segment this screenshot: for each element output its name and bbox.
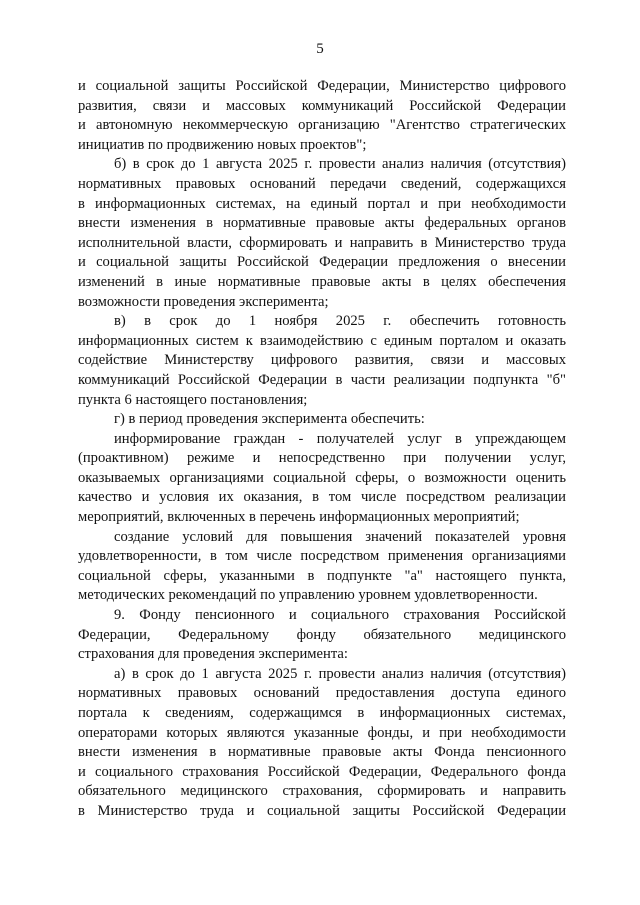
text-line: оказываемых организациями социальной сферы, о возможности оценить [78, 469, 566, 486]
text-line: операторами которых являются указанные фонды, и при необходимости [78, 724, 566, 741]
text-line: портала к сведениям, содержащимся в информационных системах, [78, 705, 566, 721]
text-line: социальной сферы, указанными в подпункте "а" настоящего пункта, [78, 567, 566, 584]
text-line: качество и условия их оказания, в том числе посредством реализации [78, 489, 566, 506]
text-line: б) в срок до 1 августа 2025 г. провести анализ наличия (отсутствия) [114, 156, 566, 173]
subitem-b-paragraph [78, 155, 566, 312]
item-9-subitem-a-paragraph [78, 665, 566, 822]
text-line: внести изменения в нормативные правовые акты федеральных органов [78, 215, 566, 232]
continuation-paragraph [78, 77, 566, 155]
item-9-paragraph [78, 606, 566, 665]
text-line: в) в срок до 1 ноября 2025 г. обеспечить готовность [114, 313, 566, 330]
text-line: методических рекомендаций по управлению уровнем удовлетворенности. [78, 587, 538, 604]
text-line: развития, связи и массовых коммуникаций Российской Федерации [78, 97, 566, 114]
text-line: исполнительной власти, сформировать и направить в Министерство труда [78, 234, 566, 251]
text-line: информирование граждан - получателей услуг в упреждающем [114, 430, 566, 447]
text-line: нормативных правовых оснований передачи сведений, содержащихся [78, 175, 566, 192]
text-line: а) в срок до 1 августа 2025 г. провести анализ наличия (отсутствия) [114, 665, 566, 682]
text-line: возможности проведения эксперимента; [78, 293, 329, 310]
text-line: обязательного медицинского страхования, сформировать и направить [78, 783, 566, 800]
text-line: и социальной защиты Российской Федерации предложения о внесении [78, 254, 566, 271]
text-line: мероприятий, включенных в перечень информационных мероприятий; [78, 509, 520, 526]
text-line: в Министерство труда и социальной защиты Российской Федерации [78, 802, 566, 819]
subitem-v-paragraph [78, 312, 566, 410]
text-line: удовлетворенности, в том числе посредством применения организациями [78, 548, 566, 565]
text-line: создание условий для повышения значений показателей уровня [114, 528, 566, 545]
subitem-g-paragraph [78, 410, 566, 430]
text-line: коммуникаций Российской Федерации в части реализации подпункта "б" [78, 371, 566, 388]
text-line: и социальной защиты Российской Федерации, Министерство цифрового [78, 78, 566, 94]
informing-citizens-paragraph [78, 430, 566, 528]
satisfaction-conditions-paragraph [78, 528, 566, 606]
text-line: инициатив по продвижению новых проектов"; [78, 136, 367, 153]
text-line: страхования для проведения эксперимента: [78, 646, 348, 663]
text-line: (проактивном) режиме и непосредственно при получении услуг, [78, 450, 566, 467]
text-line: в информационных системах, на единый портал и при необходимости [78, 195, 566, 212]
page-number: 5 [316, 41, 324, 57]
text-line: и автономную некоммерческую организацию "Агентство стратегических [78, 117, 566, 134]
text-line: содействие Министерству цифрового развития, связи и массовых [78, 352, 566, 369]
text-line: 9. Фонду пенсионного и социального страхования Российской [114, 607, 566, 624]
text-line: внести изменения в нормативные правовые акты Фонда пенсионного [78, 744, 566, 761]
text-line: нормативных правовых оснований предоставления доступа единого [78, 685, 566, 702]
text-line: и социального страхования Российской Федерации, Федерального фонда [78, 763, 566, 780]
text-line: г) в период проведения эксперимента обеспечить: [114, 411, 425, 428]
text-line: изменений в иные нормативные правовые акты в целях обеспечения [78, 273, 566, 290]
text-line: пункта 6 настоящего постановления; [78, 391, 308, 408]
text-line: Федерации, Федеральному фонду обязательного медицинского [78, 626, 566, 643]
document-body [78, 77, 566, 822]
text-line: информационных систем к взаимодействию с единым порталом и оказать [78, 332, 566, 349]
